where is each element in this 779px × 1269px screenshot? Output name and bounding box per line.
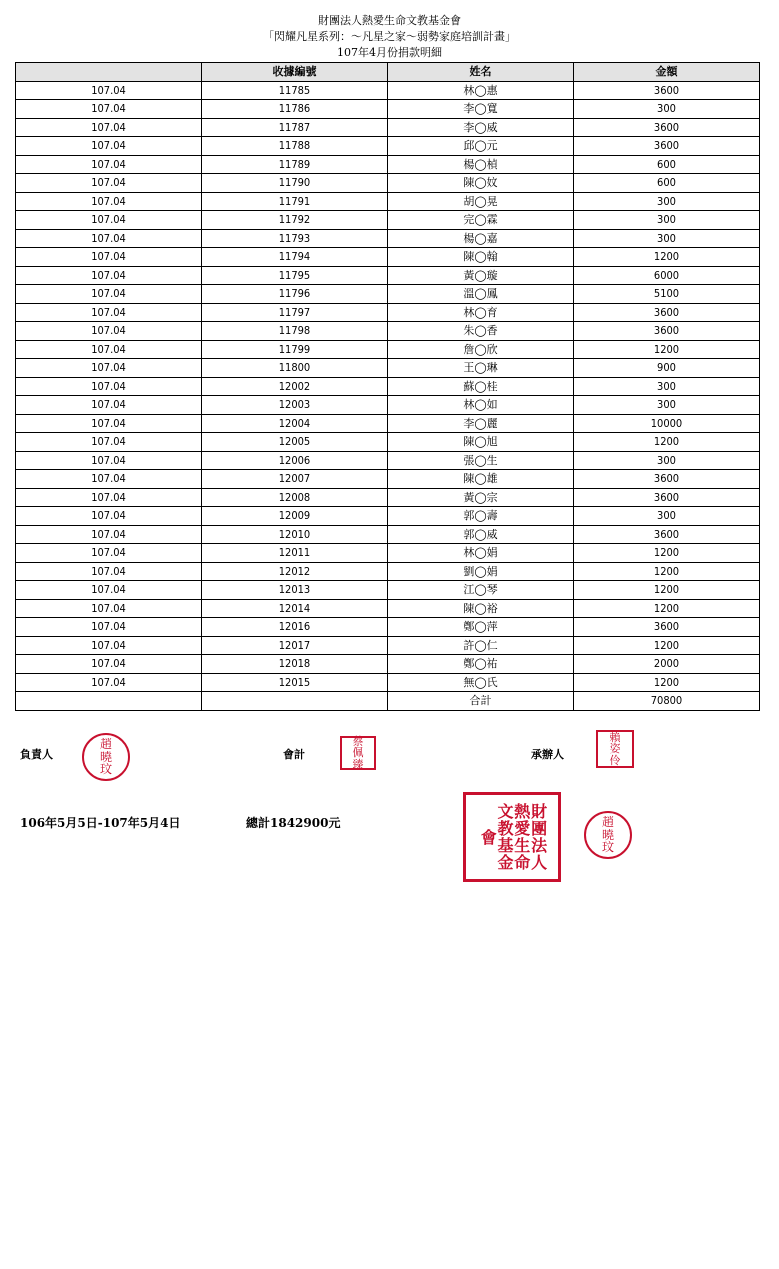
table-row [16,599,760,618]
table-row [16,636,760,655]
amount-cell: 3600 [574,137,760,156]
table-row [16,618,760,637]
name-cell: 林◯娟 [388,544,574,563]
org-title: 財團法人熱愛生命文教基金會 [318,14,461,27]
amount-cell: 3600 [574,618,760,637]
amount-cell: 3600 [574,81,760,100]
total-row [16,692,760,711]
receipt-cell: 11785 [202,81,388,100]
foundation-seal: 財團法人 熱愛生命 文教基金會 [463,792,561,882]
name-cell: 江◯琴 [388,581,574,600]
month-cell: 107.04 [16,470,202,489]
table-row [16,266,760,285]
table-row [16,507,760,526]
table-row [16,396,760,415]
receipt-cell: 12009 [202,507,388,526]
handler-seal: 賴 姿 伶 [596,730,634,768]
name-cell: 楊◯楨 [388,155,574,174]
table-row [16,562,760,581]
month-cell: 107.04 [16,359,202,378]
month-cell: 107.04 [16,673,202,692]
receipt-cell: 11786 [202,100,388,119]
name-cell: 完◯霖 [388,211,574,230]
name-cell: 陳◯妏 [388,174,574,193]
receipt-cell: 11797 [202,303,388,322]
month-cell: 107.04 [16,636,202,655]
table-row [16,155,760,174]
name-cell: 朱◯香 [388,322,574,341]
project-title: 「閃耀凡星系列：～凡星之家～弱勢家庭培訓計畫」 [263,30,516,43]
name-cell: 黃◯璇 [388,266,574,285]
table-row [16,581,760,600]
table-row [16,544,760,563]
column-header-amount: 金額 [574,63,760,82]
month-cell: 107.04 [16,544,202,563]
name-cell: 胡◯晃 [388,192,574,211]
receipt-cell: 11795 [202,266,388,285]
table-row [16,118,760,137]
amount-cell: 1200 [574,636,760,655]
amount-cell: 3600 [574,303,760,322]
month-cell: 107.04 [16,581,202,600]
month-cell: 107.04 [16,248,202,267]
month-cell: 107.04 [16,81,202,100]
total-label: 合計 [388,692,574,711]
handler-label: 承辦人 [531,748,564,761]
amount-cell: 600 [574,174,760,193]
person-in-charge-seal: 趙 曉 玟 [82,733,130,781]
amount-cell: 300 [574,377,760,396]
name-cell: 李◯麗 [388,414,574,433]
name-cell: 郭◯威 [388,525,574,544]
table-row [16,248,760,267]
person-in-charge-label: 負責人 [20,748,53,761]
month-cell: 107.04 [16,155,202,174]
name-cell: 王◯琳 [388,359,574,378]
name-cell: 楊◯嘉 [388,229,574,248]
name-cell: 黃◯宗 [388,488,574,507]
amount-cell: 300 [574,507,760,526]
month-cell: 107.04 [16,433,202,452]
name-cell: 鄭◯萍 [388,618,574,637]
receipt-cell: 12003 [202,396,388,415]
receipt-cell: 11800 [202,359,388,378]
amount-cell: 3600 [574,525,760,544]
name-cell: 陳◯裕 [388,599,574,618]
amount-cell: 1200 [574,544,760,563]
table-row [16,414,760,433]
month-cell: 107.04 [16,303,202,322]
table-row [16,488,760,507]
amount-cell: 900 [574,359,760,378]
table-row [16,229,760,248]
donation-table [15,62,760,711]
month-cell: 107.04 [16,377,202,396]
amount-cell: 1200 [574,340,760,359]
receipt-cell: 11794 [202,248,388,267]
name-cell: 李◯寬 [388,100,574,119]
name-cell: 溫◯鳳 [388,285,574,304]
amount-cell: 1200 [574,581,760,600]
column-header-name: 姓名 [388,63,574,82]
receipt-cell: 11798 [202,322,388,341]
amount-cell: 300 [574,451,760,470]
receipt-cell: 12016 [202,618,388,637]
receipt-cell: 11790 [202,174,388,193]
receipt-cell: 11787 [202,118,388,137]
table-row [16,100,760,119]
month-cell: 107.04 [16,618,202,637]
receipt-cell: 12006 [202,451,388,470]
amount-cell: 5100 [574,285,760,304]
receipt-cell: 12008 [202,488,388,507]
receipt-cell: 12004 [202,414,388,433]
month-cell: 107.04 [16,100,202,119]
receipt-cell: 11791 [202,192,388,211]
table-row [16,137,760,156]
receipt-cell: 12002 [202,377,388,396]
amount-cell: 3600 [574,118,760,137]
table-row [16,174,760,193]
month-cell: 107.04 [16,192,202,211]
receipt-cell: 12010 [202,525,388,544]
name-cell: 許◯仁 [388,636,574,655]
month-cell: 107.04 [16,599,202,618]
table-header-row [16,63,760,82]
receipt-cell: 12007 [202,470,388,489]
table-row [16,433,760,452]
table-row [16,359,760,378]
total-value: 70800 [574,692,760,711]
month-cell: 107.04 [16,285,202,304]
amount-cell: 1200 [574,248,760,267]
receipt-cell: 11796 [202,285,388,304]
receipt-cell: 12014 [202,599,388,618]
receipt-cell: 12005 [202,433,388,452]
name-cell: 郭◯壽 [388,507,574,526]
table-row [16,81,760,100]
amount-cell: 10000 [574,414,760,433]
name-cell: 蘇◯桂 [388,377,574,396]
name-cell: 林◯如 [388,396,574,415]
amount-cell: 1200 [574,562,760,581]
table-row [16,303,760,322]
receipt-cell: 12012 [202,562,388,581]
name-cell: 詹◯欣 [388,340,574,359]
name-cell: 劉◯娟 [388,562,574,581]
name-cell: 張◯生 [388,451,574,470]
receipt-cell: 11792 [202,211,388,230]
month-cell: 107.04 [16,507,202,526]
month-cell: 107.04 [16,211,202,230]
amount-cell: 300 [574,396,760,415]
amount-cell: 300 [574,229,760,248]
month-cell: 107.04 [16,525,202,544]
date-range: 106年5月5日-107年5月4日 [20,816,181,830]
amount-cell: 3600 [574,470,760,489]
receipt-cell: 11788 [202,137,388,156]
month-cell: 107.04 [16,229,202,248]
name-cell: 陳◯雄 [388,470,574,489]
amount-cell: 6000 [574,266,760,285]
table-row [16,322,760,341]
accounting-label: 會計 [283,748,305,761]
receipt-cell: 12015 [202,673,388,692]
month-cell: 107.04 [16,451,202,470]
table-row [16,525,760,544]
month-cell: 107.04 [16,562,202,581]
receipt-cell: 12013 [202,581,388,600]
table-row [16,451,760,470]
amount-cell: 1200 [574,599,760,618]
amount-cell: 3600 [574,322,760,341]
month-cell: 107.04 [16,396,202,415]
amount-cell: 600 [574,155,760,174]
name-cell: 陳◯翰 [388,248,574,267]
table-row [16,211,760,230]
receipt-cell: 12018 [202,655,388,674]
month-cell: 107.04 [16,488,202,507]
amount-cell: 1200 [574,433,760,452]
name-cell: 鄭◯祐 [388,655,574,674]
month-cell: 107.04 [16,174,202,193]
amount-cell: 2000 [574,655,760,674]
accounting-seal: 蔡 佩 臻 [340,736,376,770]
month-cell: 107.04 [16,655,202,674]
name-cell: 林◯育 [388,303,574,322]
month-cell: 107.04 [16,414,202,433]
grand-total: 總計1842900元 [246,816,341,830]
total-empty-cell [16,692,202,711]
month-cell: 107.04 [16,340,202,359]
table-row [16,655,760,674]
amount-cell: 300 [574,192,760,211]
month-cell: 107.04 [16,266,202,285]
amount-cell: 300 [574,100,760,119]
column-header-month [16,63,202,82]
table-row [16,192,760,211]
name-cell: 無◯氏 [388,673,574,692]
receipt-cell: 12017 [202,636,388,655]
table-row [16,673,760,692]
month-cell: 107.04 [16,137,202,156]
amount-cell: 3600 [574,488,760,507]
period-title: 107年4月份捐款明細 [337,46,442,59]
person-in-charge-seal-2: 趙 曉 玟 [584,811,632,859]
name-cell: 林◯惠 [388,81,574,100]
amount-cell: 300 [574,211,760,230]
receipt-cell: 11789 [202,155,388,174]
total-empty-cell [202,692,388,711]
table-row [16,340,760,359]
month-cell: 107.04 [16,118,202,137]
month-cell: 107.04 [16,322,202,341]
table-row [16,285,760,304]
table-row [16,470,760,489]
name-cell: 邱◯元 [388,137,574,156]
table-row [16,377,760,396]
name-cell: 李◯威 [388,118,574,137]
receipt-cell: 11799 [202,340,388,359]
name-cell: 陳◯旭 [388,433,574,452]
amount-cell: 1200 [574,673,760,692]
receipt-cell: 12011 [202,544,388,563]
column-header-receipt: 收據編號 [202,63,388,82]
receipt-cell: 11793 [202,229,388,248]
